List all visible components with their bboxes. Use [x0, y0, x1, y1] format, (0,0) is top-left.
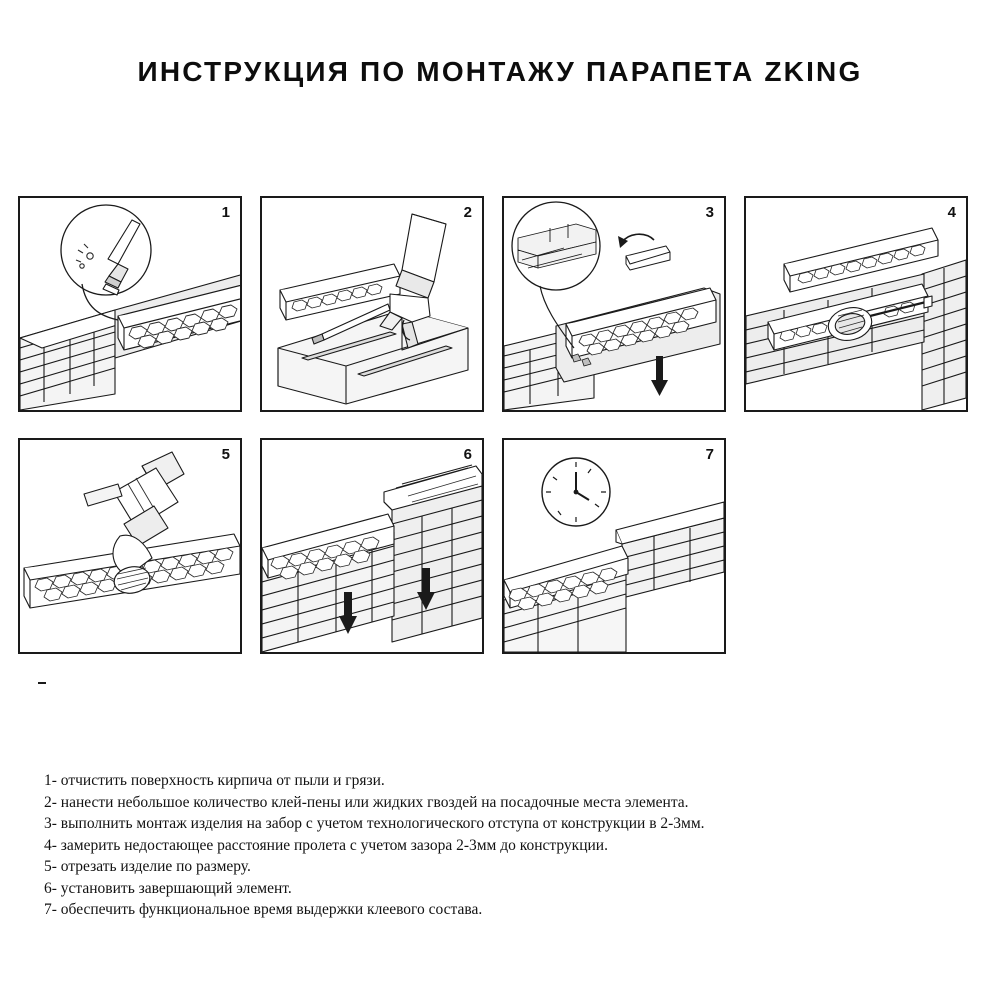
legend-item-6: 6- установить завершающий элемент.	[44, 879, 292, 897]
legend-item-5: 5- отрезать изделие по размеру.	[44, 858, 251, 875]
step-number-5: 5	[221, 446, 230, 463]
step-panel-3	[502, 196, 726, 412]
illustration-cut-element-to-size	[20, 440, 240, 652]
legend-item-7: 7- обеспечить функциональное время выдержки клеевого состава.	[44, 901, 483, 918]
step-number-6: 6	[463, 446, 472, 463]
stray-mark	[38, 682, 46, 684]
step-panel-6	[260, 438, 484, 654]
legend-list	[44, 770, 964, 921]
step-panel-4	[744, 196, 968, 412]
legend-item-2: 2- нанести небольшое количество клей-пены или жидких гвоздей на посадочные места элемента.	[44, 793, 689, 811]
page-title: ИНСТРУКЦИЯ ПО МОНТАЖУ ПАРАПЕТА ZKING	[137, 56, 863, 87]
step-number-7: 7	[705, 446, 714, 463]
step-panel-7	[502, 438, 726, 654]
illustration-clean-brick-surface	[20, 198, 240, 410]
step-panel-5	[18, 438, 242, 654]
step-panel-1	[18, 196, 242, 412]
illustration-mount-element-on-fence	[504, 198, 724, 410]
step-number-2: 2	[463, 204, 472, 221]
step-number-3: 3	[705, 204, 714, 221]
legend-item-1: 1- отчистить поверхность кирпича от пыли и грязи.	[44, 772, 385, 789]
illustration-install-finishing-element	[262, 440, 482, 652]
illustration-wait-curing-time	[504, 440, 724, 652]
illustration-apply-adhesive-foam	[262, 198, 482, 410]
step-panel-2	[260, 196, 484, 412]
illustration-measure-remaining-span	[746, 198, 966, 410]
legend-item-3: 3- выполнить монтаж изделия на забор с учетом технологического отступа от конструкции в 2-3мм.	[44, 815, 705, 832]
step-number-1: 1	[221, 204, 230, 221]
legend-item-4: 4- замерить недостающее расстояние пролета с учетом зазора 2-3мм до конструкции.	[44, 836, 608, 854]
step-number-4: 4	[947, 204, 956, 221]
